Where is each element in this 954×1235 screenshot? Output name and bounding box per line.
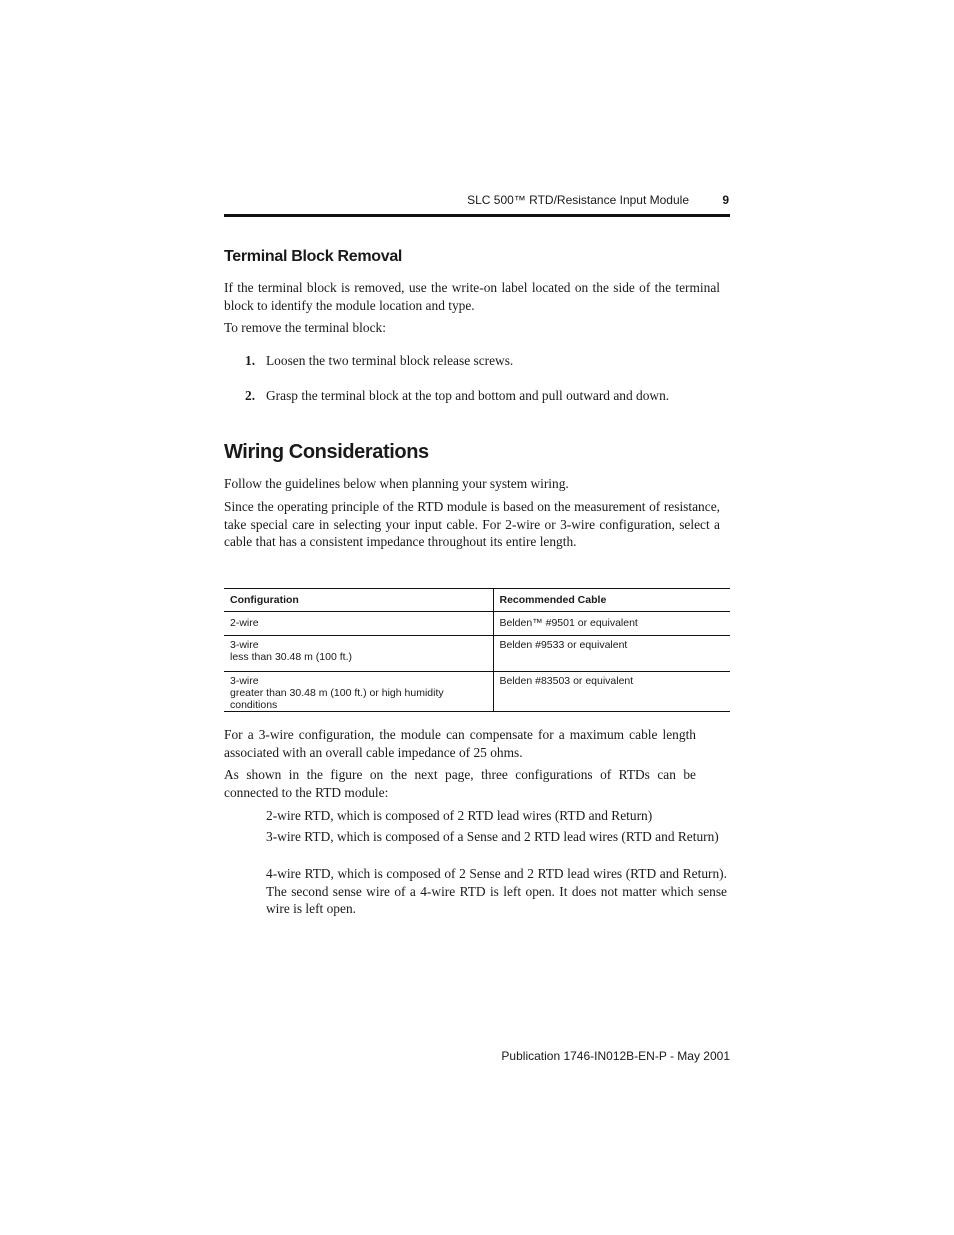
config-label: 3-wire (230, 675, 259, 687)
section-heading-wiring-considerations: Wiring Considerations (224, 441, 429, 463)
step-item (245, 388, 730, 404)
config-label: 3-wire (230, 639, 259, 651)
paragraph-operating-principle: Since the operating principle of the RTD module is based on the measurement of resistance, take special care in selecting your input cable. For 2-wire or 3-wire configuration, select a cable that has a consistent impedance throughout its entire length. (224, 499, 720, 549)
list-item: 2-wire RTD, which is composed of 2 RTD lead wires (RTD and Return) (266, 808, 653, 823)
paragraph-guidelines: Follow the guidelines below when planning your system wiring. (224, 476, 569, 491)
table-header-row (224, 589, 730, 612)
header-title: SLC 500™ RTD/Resistance Input Module (467, 193, 689, 207)
paragraph-configurations-intro: As shown in the figure on the next page, three configurations of RTDs can be connected to the RTD module: (224, 767, 696, 800)
list-item: 4-wire RTD, which is composed of 2 Sense and 2 RTD lead wires (RTD and Return). The second sense wire of a 4-wire RTD is left open. It does not matter which sense wire is left open. (266, 866, 727, 916)
column-header-configuration: Configuration (224, 589, 493, 612)
table-row (224, 672, 730, 712)
publication-footer: Publication 1746-IN012B-EN-P - May 2001 (501, 1049, 730, 1063)
table-row (224, 636, 730, 672)
step-item (245, 353, 730, 369)
table-row (224, 612, 730, 636)
cell-cable: Belden #83503 or equivalent (493, 672, 730, 712)
column-header-recommended-cable: Recommended Cable (493, 589, 730, 612)
cable-table (224, 588, 730, 712)
cell-configuration (224, 636, 493, 672)
paragraph-compensation: For a 3-wire configuration, the module can compensate for a maximum cable length associated with an overall cable impedance of 25 ohms. (224, 727, 696, 760)
running-header (224, 191, 730, 213)
list-item: 3-wire RTD, which is composed of a Sense and 2 RTD lead wires (RTD and Return) (266, 829, 719, 844)
step-text: Grasp the terminal block at the top and bottom and pull outward and down. (266, 388, 670, 403)
cell-cable: Belden #9533 or equivalent (493, 636, 730, 672)
paragraph-terminal-label: If the terminal block is removed, use the write-on label located on the side of the terminal block to identify the module location and type. (224, 280, 720, 313)
header-rule (224, 214, 730, 217)
step-number: 2. (245, 388, 256, 403)
paragraph-remove-intro: To remove the terminal block: (224, 320, 386, 335)
cell-cable: Belden™ #9501 or equivalent (493, 612, 730, 636)
config-condition: less than 30.48 m (100 ft.) (230, 651, 352, 663)
cell-configuration (224, 672, 493, 712)
page-number: 9 (722, 193, 729, 207)
step-text: Loosen the two terminal block release screws. (266, 353, 514, 368)
step-number: 1. (245, 353, 256, 368)
config-label: 2-wire (230, 617, 259, 629)
cell-configuration (224, 612, 493, 636)
config-condition: greater than 30.48 m (100 ft.) or high humidity conditions (230, 687, 444, 711)
section-heading-terminal-block-removal: Terminal Block Removal (224, 248, 403, 265)
